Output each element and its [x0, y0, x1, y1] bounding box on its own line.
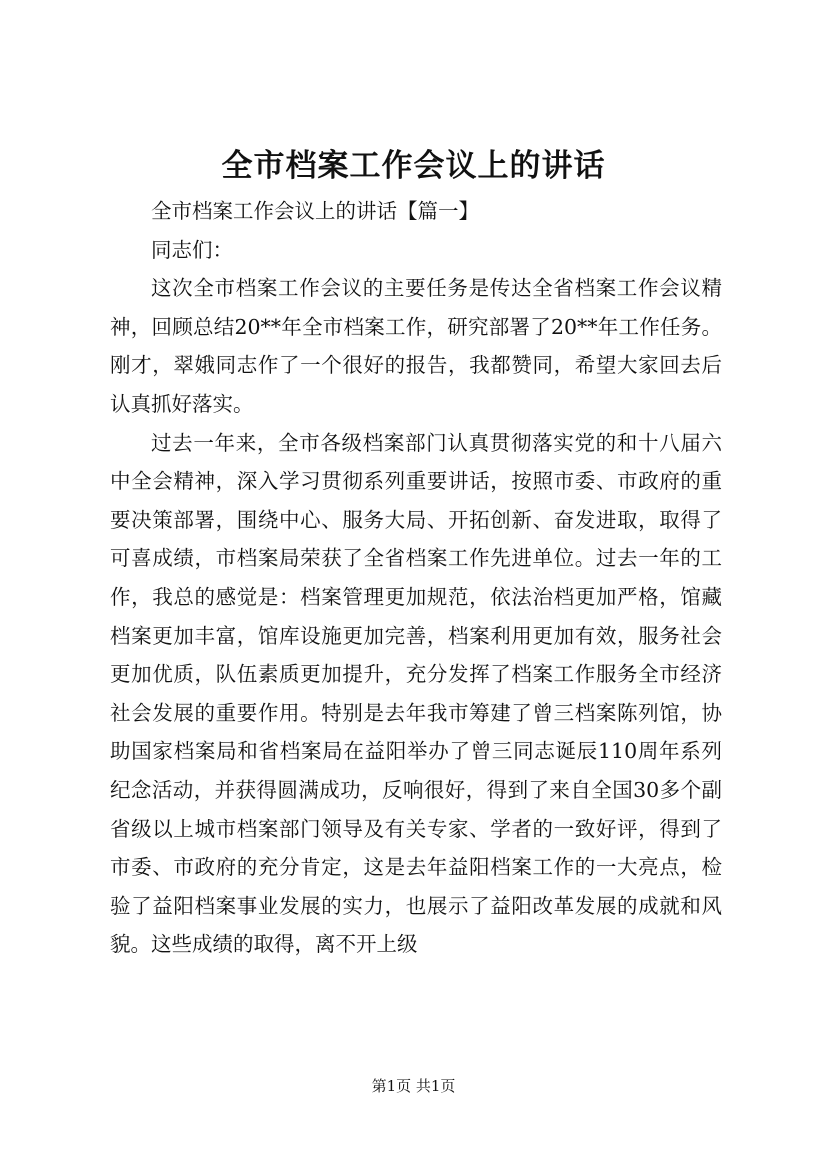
section-heading: 全市档案工作会议上的讲话【篇一】 — [151, 199, 479, 223]
document-body — [110, 192, 722, 964]
body-paragraph-2: 过去一年来，全市各级档案部门认真贯彻落实党的和十八届六中全会精神，深入学习贯彻系列重要讲话，按照市委、市政府的重要决策部署，围绕中心、服务大局、开拓创新、奋发进取，取得了可喜成绩，市档案局荣获了全省档案工作先进单位。过去一年的工作，我总的感觉是：档案管理更加规范，依法治档更加严格，馆藏档案更加丰富，馆库设施更加完善，档案利用更加有效，服务社会更加优质，队伍素质更加提升，充分发挥了档案工作服务全市经济社会发展的重要作用。特别是去年我市筹建了曾三档案陈列馆，协助国家档案局和省档案局在益阳举办了曾三同志诞辰110周年系列纪念活动，并获得圆满成功，反响很好，得到了来自全国30多个副省级以上城市档案部门领导及有关专家、学者的一致好评，得到了市委、市政府的充分肯定，这是去年益阳档案工作的一大亮点，检验了益阳档案事业发展的实力，也展示了益阳改革发展的成就和风貌。这些成绩的取得，离不开上级 — [110, 430, 722, 957]
salutation: 同志们： — [151, 237, 233, 262]
body-paragraph-1: 这次全市档案工作会议的主要任务是传达全省档案工作会议精神，回顾总结20**年全市档案工作，研究部署了20**年工作任务。刚才，翠娥同志作了一个很好的报告，我都赞同，希望大家回去后认真抓好落实。 — [110, 276, 722, 416]
page-footer: 第1页 共1页 — [371, 1077, 456, 1095]
document-title: 全市档案工作会议上的讲话 — [221, 148, 606, 184]
